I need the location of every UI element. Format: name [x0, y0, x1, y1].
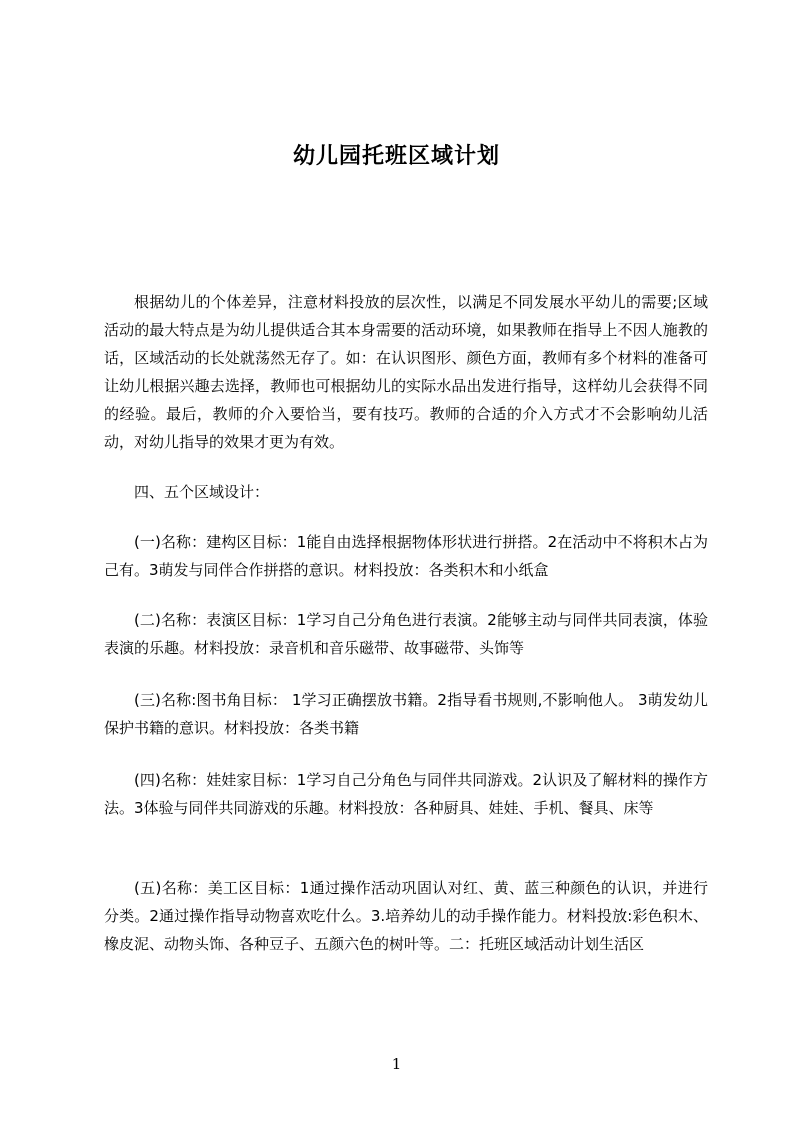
intro-paragraph: 根据幼儿的个体差异，注意材料投放的层次性，以满足不同发展水平幼儿的需要;区域活动的最大特点是为幼儿提供适合其本身需要的活动环境，如果教师在指导上不因人施教的话，区域活动的长处就荡然无存了。如：在认识图形、颜色方面，教师有多个材料的准备可让幼儿根据兴趣去选择，教师也可根据幼儿的实际水品出发进行指导，这样幼儿会获得不同的经验。最后，教师的介入要恰当，要有技巧。教师的合适的介入方式才不会影响幼儿活动，对幼儿指导的效果才更为有效。: [104, 293, 708, 451]
area-item-art: (五)名称：美工区目标：1通过操作活动巩固认对红、黄、蓝三种颜色的认识，并进行分类。2通过操作指导动物喜欢吃什么。3.培养幼儿的动手操作能力。材料投放:彩色积木、橡皮泥、动物头饰、各种豆子、五颜六色的树叶等。二：托班区域活动计划生活区: [104, 879, 708, 953]
area-item-book-corner: (三)名称:图书角目标： 1学习正确摆放书籍。2指导看书规则,不影响他人。 3萌发幼儿保护书籍的意识。材料投放：各类书籍: [104, 691, 708, 737]
section-heading: 四、五个区域设计：: [134, 483, 270, 501]
area-item-doll-house: (四)名称：娃娃家目标：1学习自己分角色与同伴共同游戏。2认识及了解材料的操作方法。3体验与同伴共同游戏的乐趣。材料投放：各种厨具、娃娃、手机、餐具、床等: [104, 771, 708, 817]
page-number: 1: [391, 1055, 402, 1073]
area-item-performance: (二)名称：表演区目标：1学习自己分角色进行表演。2能够主动与同伴共同表演，体验表演的乐趣。材料投放：录音机和音乐磁带、故事磁带、头饰等: [104, 611, 708, 657]
document-title: 幼儿园托班区域计划: [292, 144, 500, 169]
area-item-construction: (一)名称：建构区目标：1能自由选择根据物体形状进行拼搭。2在活动中不将积木占为己有。3萌发与同伴合作拼搭的意识。材料投放：各类积木和小纸盒: [104, 533, 708, 579]
